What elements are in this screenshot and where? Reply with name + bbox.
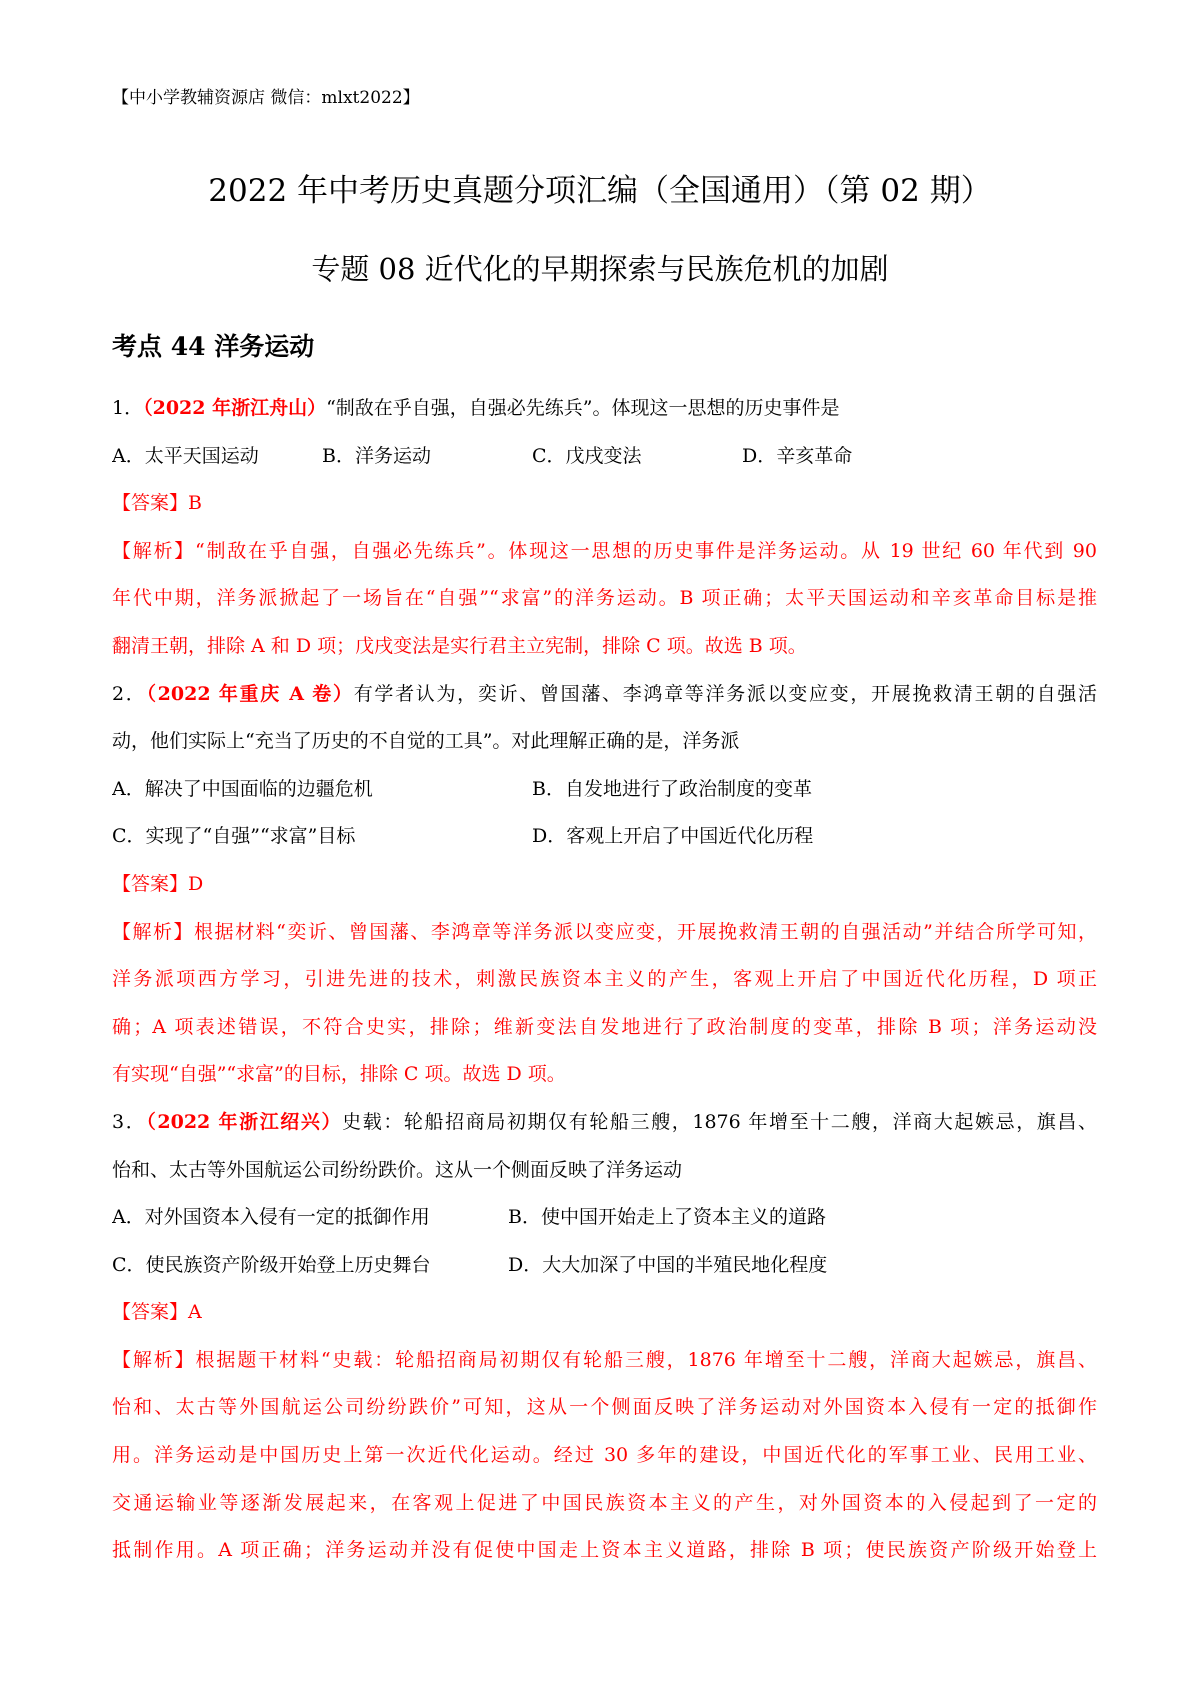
- question-2-stem: [112, 671, 1097, 719]
- question-1-analysis-line: 年代中期，洋务派掀起了一场旨在“自强”“求富”的洋务运动。B 项正确；太平天国运动和辛亥革命目标是推: [112, 587, 1097, 610]
- question-3-options-row-1: [112, 1194, 1097, 1242]
- option-c: C．实现了“自强”“求富”目标: [112, 825, 356, 848]
- question-3-analysis-line: 怡和、太古等外国航运公司纷纷跌价”可知，这从一个侧面反映了洋务运动对外国资本入侵有一定的抵御作: [112, 1396, 1097, 1419]
- question-2-stem-continued: 动，他们实际上“充当了历史的不自觉的工具”。对此理解正确的是，洋务派: [112, 730, 740, 753]
- question-1-answer: 【答案】B: [112, 492, 202, 515]
- question-3-analysis-line: 抵制作用。A 项正确；洋务运动并没有促使中国走上资本主义道路，排除 B 项；使民族资产阶级开始登上: [112, 1539, 1097, 1562]
- questions-content: [112, 385, 1097, 1575]
- question-text: 有学者认为，奕䜣、曾国藩、李鸿章等洋务派以变应变，开展挽救清王朝的自强活: [353, 682, 1097, 705]
- question-text: “制敌在乎自强，自强必先练兵”。体现这一思想的历史事件是: [326, 397, 840, 419]
- option-a: A．解决了中国面临的边疆危机: [112, 777, 373, 800]
- document-subtitle: 专题 08 近代化的早期探索与民族危机的加剧: [311, 252, 889, 286]
- option-d: D．辛亥革命: [742, 444, 853, 467]
- question-3-analysis-line: 用。洋务运动是中国历史上第一次近代化运动。经过 30 多年的建设，中国近代化的军事工业、民用工业、: [112, 1444, 1097, 1467]
- question-3-options-row-2: [112, 1242, 1097, 1290]
- option-b: B．使中国开始走上了资本主义的道路: [508, 1206, 826, 1229]
- question-2-options-row-2: [112, 813, 1097, 861]
- option-c: C．使民族资产阶级开始登上历史舞台: [112, 1253, 431, 1276]
- header-note: 【中小学教辅资源店 微信：mlxt2022】: [112, 88, 420, 108]
- option-c: C．戊戌变法: [532, 444, 642, 467]
- question-number: 2．: [112, 682, 147, 705]
- question-number: 3．: [112, 1110, 147, 1133]
- question-3-stem-continued: 怡和、太古等外国航运公司纷纷跌价。这从一个侧面反映了洋务运动: [112, 1158, 683, 1181]
- document-title: 2022 年中考历史真题分项汇编（全国通用）（第 02 期）: [208, 173, 992, 209]
- question-1-options: [112, 433, 1097, 481]
- question-1-analysis-line: 翻清王朝，排除 A 和 D 项；戊戌变法是实行君主立宪制，排除 C 项。故选 B 项。: [112, 634, 807, 657]
- option-d: D．大大加深了中国的半殖民地化程度: [508, 1253, 828, 1276]
- section-heading: 考点 44 洋务运动: [112, 332, 315, 361]
- question-number: 1．: [112, 397, 144, 419]
- question-3-answer: 【答案】A: [112, 1301, 202, 1324]
- option-b: B．自发地进行了政治制度的变革: [532, 777, 812, 800]
- question-1-stem: [112, 385, 1097, 433]
- question-2-analysis-line: 【解析】根据材料“奕䜣、曾国藩、李鸿章等洋务派以变应变，开展挽救清王朝的自强活动”并结合所学可知，: [112, 920, 1097, 943]
- option-b: B．洋务运动: [322, 444, 431, 467]
- question-2-analysis-line: 确；A 项表述错误，不符合史实，排除；维新变法自发地进行了政治制度的变革，排除 B 项；洋务运动没: [112, 1015, 1097, 1038]
- question-2-answer: 【答案】D: [112, 872, 204, 895]
- question-text: 史载：轮船招商局初期仅有轮船三艘，1876 年增至十二艘，洋商大起嫉忌，旗昌、: [342, 1110, 1097, 1133]
- question-2-analysis-line: 有实现“自强”“求富”的目标，排除 C 项。故选 D 项。: [112, 1063, 566, 1086]
- question-1-analysis-line: 【解析】“制敌在乎自强，自强必先练兵”。体现这一思想的历史事件是洋务运动。从 19 世纪 60 年代到 90: [112, 539, 1097, 562]
- option-a: A．太平天国运动: [112, 444, 259, 467]
- question-source: （2022 年重庆 A 卷）: [146, 682, 354, 705]
- question-3-analysis-line: 【解析】根据题干材料“史载：轮船招商局初期仅有轮船三艘，1876 年增至十二艘，洋商大起嫉忌，旗昌、: [112, 1348, 1097, 1371]
- option-a: A．对外国资本入侵有一定的抵御作用: [112, 1206, 430, 1229]
- question-source: （2022 年浙江舟山）: [143, 397, 327, 419]
- question-3-stem: [112, 1099, 1097, 1147]
- question-source: （2022 年浙江绍兴）: [146, 1110, 343, 1133]
- question-2-options-row-1: [112, 766, 1097, 814]
- question-2-analysis-line: 洋务派项西方学习，引进先进的技术，刺激民族资本主义的产生，客观上开启了中国近代化历程，D 项正: [112, 968, 1097, 991]
- option-d: D．客观上开启了中国近代化历程: [532, 825, 814, 848]
- question-3-analysis-line: 交通运输业等逐渐发展起来，在客观上促进了中国民族资本主义的产生，对外国资本的入侵起到了一定的: [112, 1491, 1097, 1514]
